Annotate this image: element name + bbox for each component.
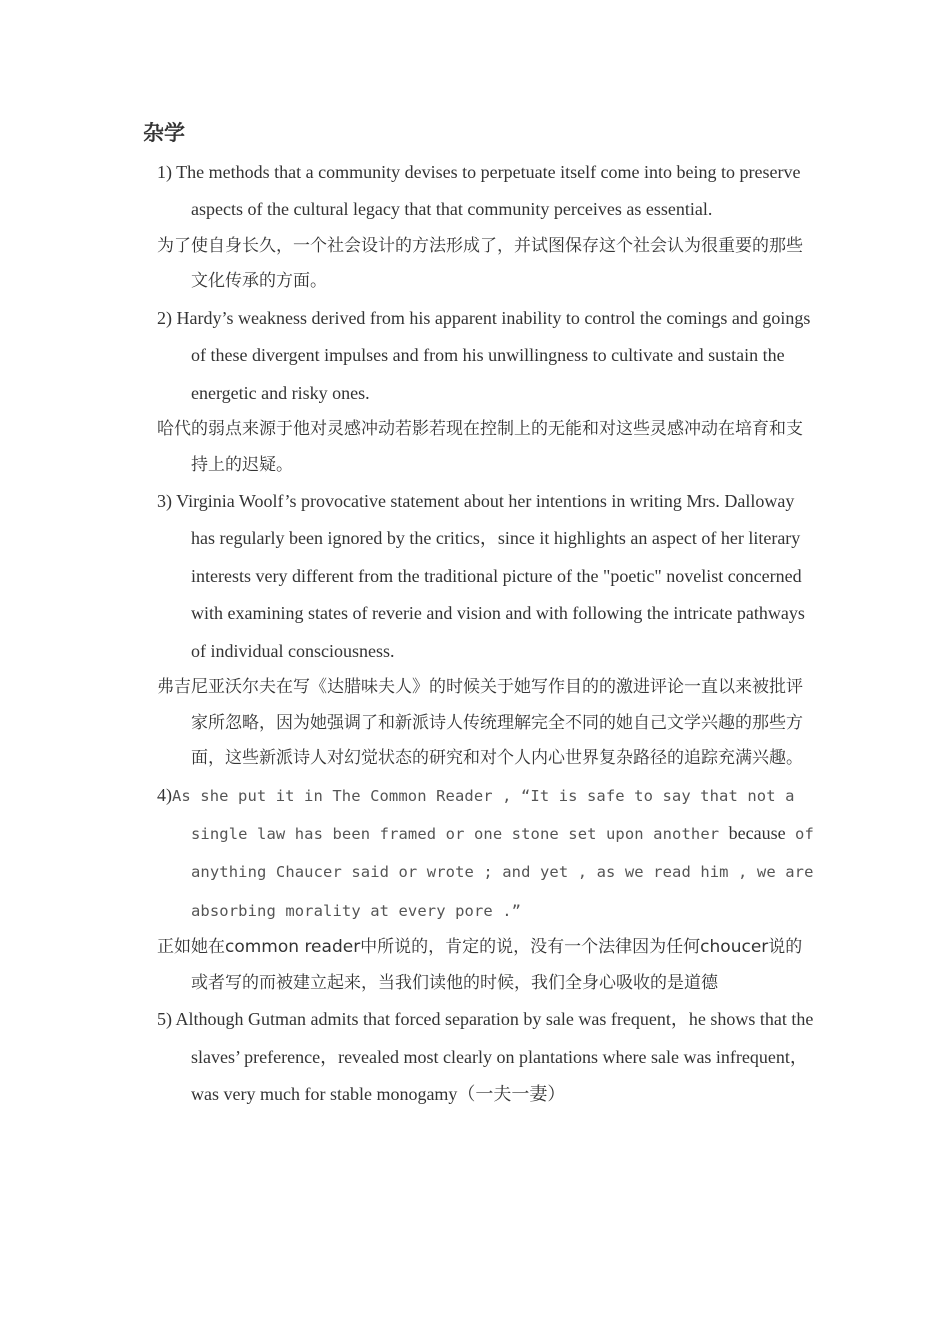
item-4-because: because — [728, 822, 786, 843]
item-4-quote-part2: of anything Chaucer said or wrote ; and yet , as we read him , we are absorbing morality at every pore .” — [191, 824, 814, 920]
item-2-english: 2) Hardy’s weakness derived from his apparent inability to control the comings and goings of these divergent impulses and from his unwillingness to cultivate and sustain the energetic and risky ones. — [157, 307, 811, 403]
page-title: 杂学 — [143, 121, 185, 145]
item-4-quote-part1: As she put it in The Common Reader , “It is safe to say that not a single law has been framed or one stone set upon another — [172, 786, 795, 843]
item-3-translation: 弗吉尼亚沃尔夫在写《达腊味夫人》的时候关于她写作目的的激进评论一直以来被批评家所忽略，因为她强调了和新派诗人传统理解完全不同的她自己文学兴趣的那些方面，这些新派诗人对幻觉状态的研究和对个人内心世界复杂路径的追踪充满兴趣。 — [157, 677, 803, 769]
item-3-english: 3) Virginia Woolf’s provocative statement about her intentions in writing Mrs. Dalloway has regularly been ignored by the critics，since it highlights an aspect of her literary interests very different from the traditional picture of the "poetic" novelist concerned with examining states of reverie and vision and with following the intricate pathways of individual consciousness. — [157, 491, 805, 661]
item-1-english: 1) The methods that a community devises to perpetuate itself come into being to preserve aspects of the cultural legacy that that community perceives as essential. — [157, 162, 801, 220]
item-1-translation: 为了使自身长久，一个社会设计的方法形成了，并试图保存这个社会认为很重要的那些文化传承的方面。 — [157, 235, 803, 292]
item-4-translation: 正如她在common reader中所说的，肯定的说，没有一个法律因为任何choucer说的或者写的而被建立起来，当我们读他的时候，我们全身心吸收的是道德 — [157, 937, 803, 993]
item-4-english — [157, 777, 817, 931]
item-4-number: 4) — [157, 784, 172, 805]
item-2-translation: 哈代的弱点来源于他对灵感冲动若影若现在控制上的无能和对这些灵感冲动在培育和支持上的迟疑。 — [157, 419, 803, 475]
item-5-english: 5) Although Gutman admits that forced separation by sale was frequent，he shows that the slaves’ preference，revealed most clearly on plantations where sale was infrequent，was very much for stable monogamy（一夫一妻） — [157, 1009, 814, 1104]
document-body — [157, 154, 817, 1113]
